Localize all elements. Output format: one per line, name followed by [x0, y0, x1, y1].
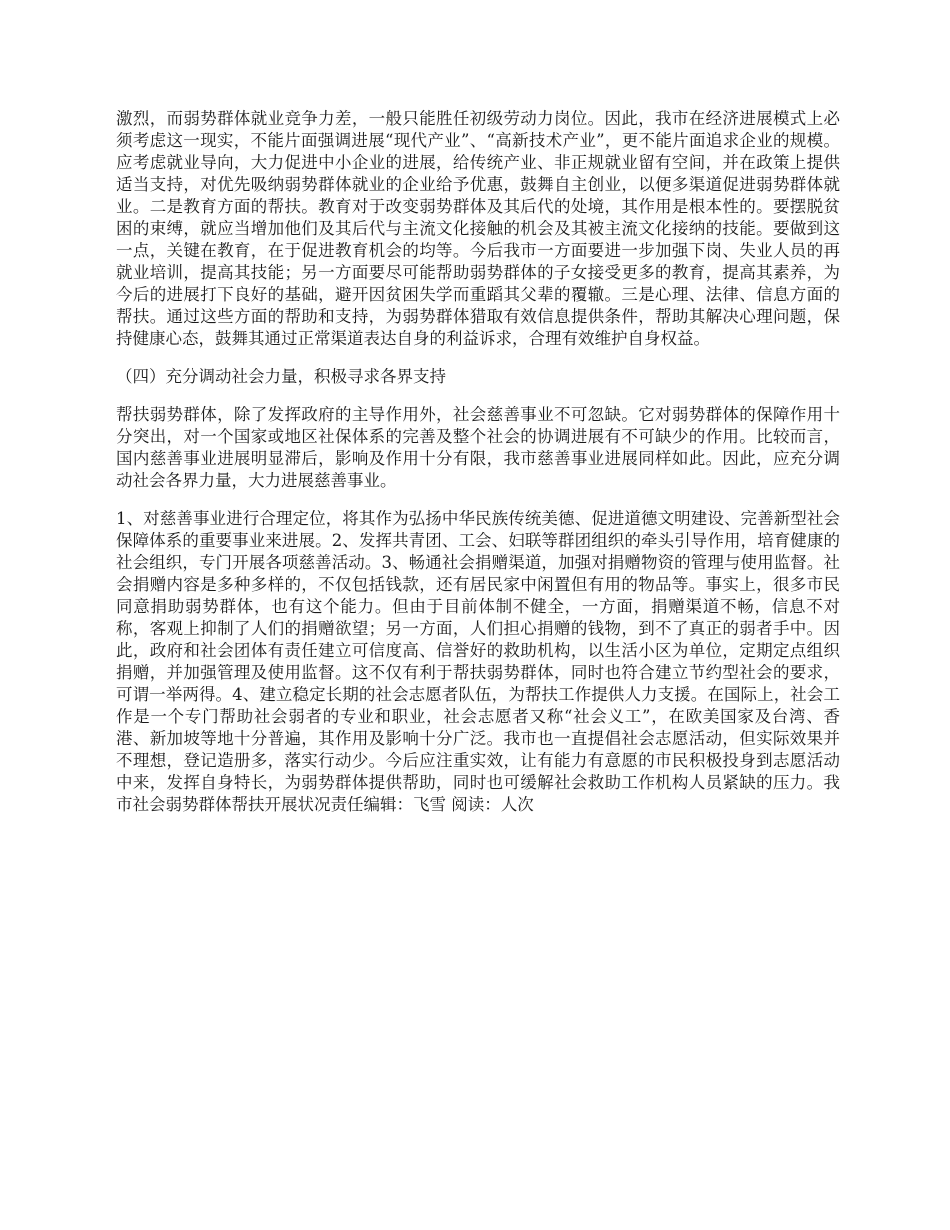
- document-page: [116, 108, 840, 832]
- paragraph-charity-role: 帮扶弱势群体，除了发挥政府的主导作用外，社会慈善事业不可忽缺。它对弱势群体的保障作用十分突出，对一个国家或地区社保体系的完善及整个社会的协调进展有不可缺少的作用。比较而言，国内慈善事业进展明显滞后，影响及作用十分有限，我市慈善事业进展同样如此。因此，应充分调动社会各界力量，大力进展慈善事业。: [116, 405, 840, 490]
- paragraph-charity-measures: 1、对慈善事业进行合理定位，将其作为弘扬中华民族传统美德、促进道德文明建设、完善新型社会保障体系的重要事业来进展。2、发挥共青团、工会、妇联等群团组织的牵头引导作用，培育健康的社会组织，专门开展各项慈善活动。3、畅通社会捐赠渠道，加强对捐赠物资的管理与使用监督。社会捐赠内容是多种多样的，不仅包括钱款，还有居民家中闲置但有用的物品等。事实上，很多市民同意捐助弱势群体，也有这个能力。但由于目前体制不健全，一方面，捐赠渠道不畅，信息不对称，客观上抑制了人们的捐赠欲望；另一方面，人们担心捐赠的钱物，到不了真正的弱者手中。因此，政府和社会团体有责任建立可信度高、信誉好的救助机构，以生活小区为单位，定期定点组织捐赠，并加强管理及使用监督。这不仅有利于帮扶弱势群体，同时也符合建立节约型社会的要求，可谓一举两得。4、建立稳定长期的社会志愿者队伍，为帮扶工作提供人力支援。在国际上，社会工作是一个专门帮助社会弱者的专业和职业，社会志愿者又称“社会义工”，在欧美国家及台湾、香港、新加坡等地十分普遍，其作用及影响十分广泛。我市也一直提倡社会志愿活动，但实际效果并不理想，登记造册多，落实行动少。今后应注重实效，让有能力有意愿的市民积极投身到志愿活动中来，发挥自身特长，为弱势群体提供帮助，同时也可缓解社会救助工作机构人员紧缺的压力。我市社会弱势群体帮扶开展状况责任编辑：飞雪 阅读：人次: [116, 509, 840, 814]
- paragraph-education-support: 激烈，而弱势群体就业竞争力差，一般只能胜任初级劳动力岗位。因此，我市在经济进展模式上必须考虑这一现实，不能片面强调进展“现代产业”、“高新技术产业”，更不能片面追求企业的规模。应考虑就业导向，大力促进中小企业的进展，给传统产业、非正规就业留有空间，并在政策上提供适当支持，对优先吸纳弱势群体就业的企业给予优惠，鼓舞自主创业，以便多渠道促进弱势群体就业。二是教育方面的帮扶。教育对于改变弱势群体及其后代的处境，其作用是根本性的。要摆脱贫困的束缚，就应当增加他们及其后代与主流文化接触的机会及其被主流文化接纳的技能。要做到这一点，关键在教育，在于促进教育机会的均等。今后我市一方面要进一步加强下岗、失业人员的再就业培训，提高其技能；另一方面要尽可能帮助弱势群体的子女接受更多的教育，提高其素养，为今后的进展打下良好的基础，避开因贫困失学而重蹈其父辈的覆辙。三是心理、法律、信息方面的帮扶。通过这些方面的帮助和支持，为弱势群体猎取有效信息提供条件，帮助其解决心理问题，保持健康心态，鼓舞其通过正常渠道表达自身的利益诉求，合理有效维护自身权益。: [116, 109, 840, 348]
- section-heading-social-forces: （四）充分调动社会力量，积极寻求各界支持: [116, 367, 446, 386]
